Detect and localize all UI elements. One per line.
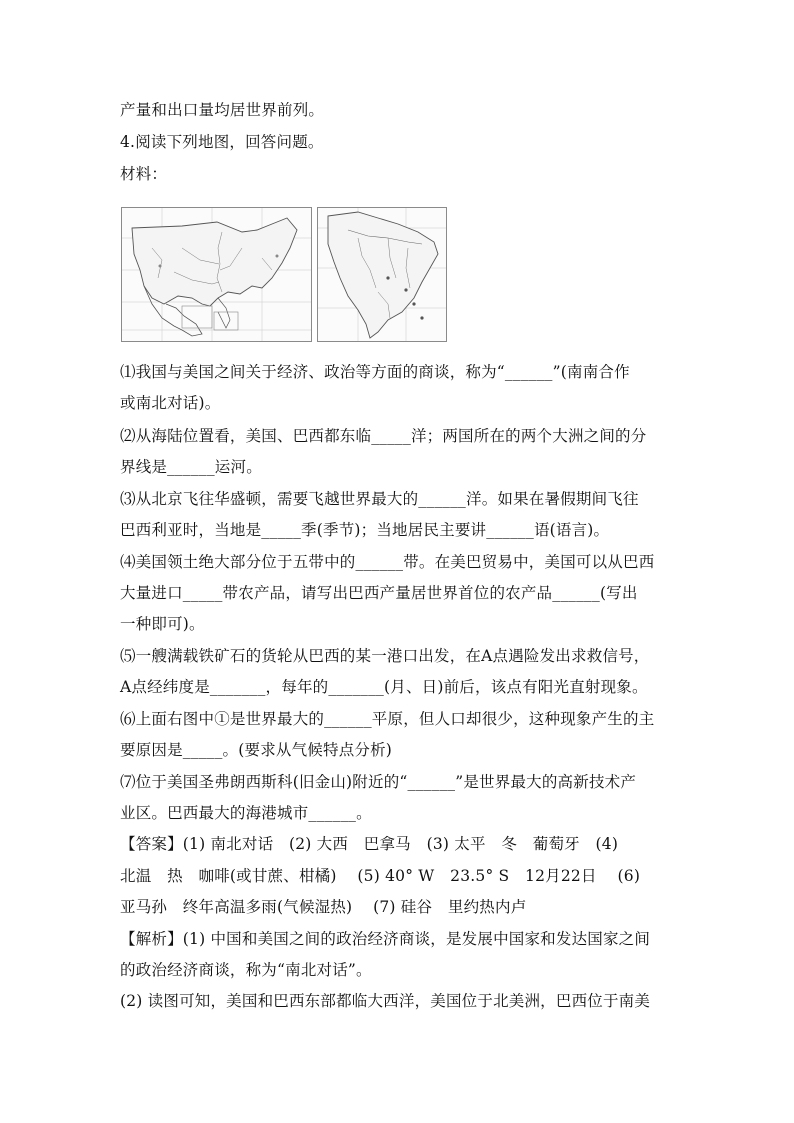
map-figure (121, 207, 446, 341)
question-6-line-2: 要原因是_____。(要求从气候特点分析) (120, 741, 393, 759)
question-5-line-1: ⑸一艘满载铁矿石的货轮从巴西的某一港口出发，在A点遇险发出求救信号， (120, 647, 650, 665)
question-7-line-2: 业区。巴西最大的海港城市______。 (120, 804, 372, 822)
brazil-map (317, 207, 447, 342)
question-4-line-3: 一种即可)。 (120, 615, 205, 633)
question-3-line-2: 巴西利亚时，当地是_____季(季节)；当地居民主要讲______语(语言)。 (120, 521, 610, 539)
analysis-line-1: 【解析】(1) 中国和美国之间的政治经济商谈，是发展中国家和发达国家之间 (120, 930, 651, 948)
usa-map-drawing (122, 208, 311, 341)
question-1-line-1: ⑴我国与美国之间关于经济、政治等方面的商谈，称为“______”(南南合作 (120, 363, 630, 381)
brazil-map-drawing (318, 208, 446, 341)
text-line: 产量和出口量均居世界前列。 (120, 101, 325, 119)
analysis-line-3: (2) 读图可知，美国和巴西东部都临大西洋，美国位于北美洲，巴西位于南美 (120, 992, 651, 1010)
material-label: 材料： (120, 165, 168, 183)
answer-line-2: 北温 热 咖啡(或甘蔗、柑橘) (5) 40° W 23.5° S 12月22日 (6) (120, 867, 641, 885)
question-3-line-1: ⑶从北京飞往华盛顿，需要飞越世界最大的______洋。如果在暑假期间飞往 (120, 490, 639, 508)
question-5-line-2: A点经纬度是_______，每年的_______(月、日)前后，该点有阳光直射现象。 (120, 678, 648, 696)
question-4-line-1: ⑷美国领土绝大部分位于五带中的______带。在美巴贸易中，美国可以从巴西 (120, 553, 655, 571)
question-1-line-2: 或南北对话)。 (120, 394, 221, 412)
answer-line-1: 【答案】(1) 南北对话 (2) 大西 巴拿马 (3) 太平 冬 葡萄牙 (4) (120, 835, 619, 853)
question-4-line-2: 大量进口_____带农产品，请写出巴西产量居世界首位的农产品______(写出 (120, 584, 638, 602)
question-2-line-2: 界线是______运河。 (120, 458, 262, 476)
question-2-line-1: ⑵从海陆位置看，美国、巴西都东临_____洋；两国所在的两个大洲之间的分 (120, 427, 647, 445)
question-7-line-1: ⑺位于美国圣弗朗西斯科(旧金山)附近的“______”是世界最大的高新技术产 (120, 773, 637, 791)
question-6-line-1: ⑹上面右图中①是世界最大的______平原，但人口却很少，这种现象产生的主 (120, 710, 655, 728)
analysis-line-2: 的政治经济商谈，称为“南北对话”。 (120, 961, 372, 979)
question-4-title: 4.阅读下列地图，回答问题。 (120, 133, 324, 151)
answer-line-3: 亚马孙 终年高温多雨(气候湿热) (7) 硅谷 里约热内卢 (120, 898, 527, 916)
usa-map (121, 207, 312, 342)
